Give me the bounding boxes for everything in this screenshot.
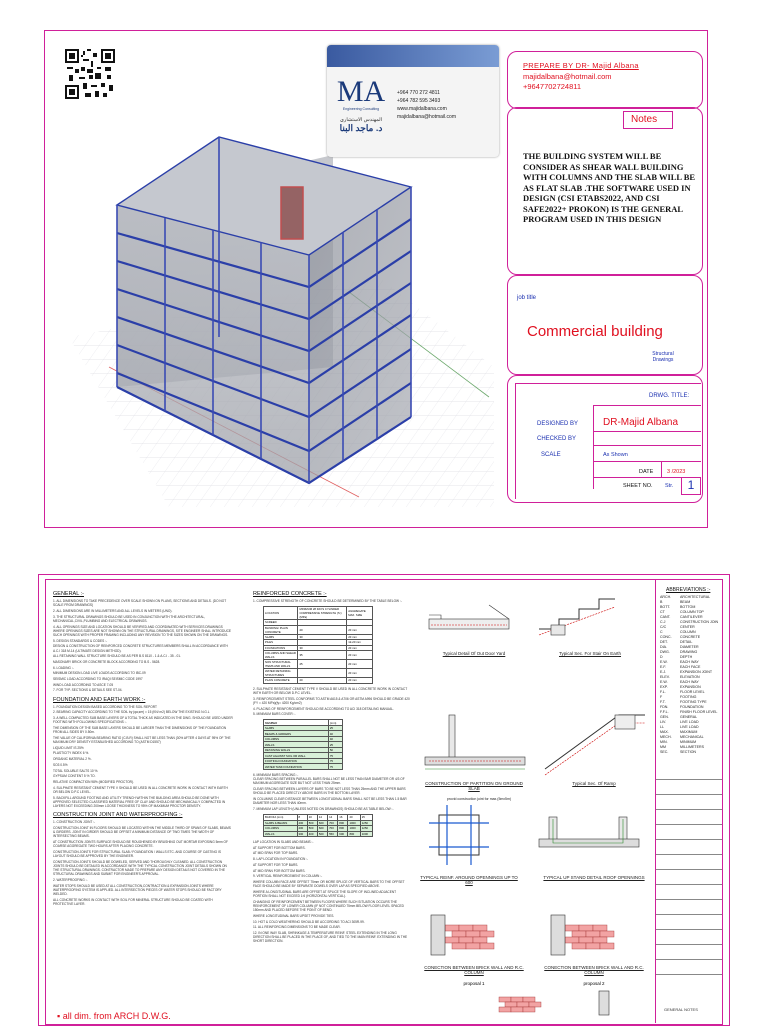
abbrev-key: MM (660, 745, 666, 749)
date-value: 3 /2023 (667, 469, 686, 475)
foundation-note-item: SO3 0.5% (53, 762, 68, 767)
table-cell: 800 (338, 820, 348, 826)
table-row (264, 764, 343, 770)
abbrev-value: FINISH FLOOR LEVEL (680, 710, 718, 714)
foundation-note-item: THE DIMENSION OF THE SUB BASE LAYERS SHOULD BE LARGER THAN THE DIMENSIONS OF THE FOUNDATION FROM ALL SIDES BY 0.50m. (53, 725, 227, 735)
table-cell: 40 (328, 736, 342, 742)
abbrev-key: F.L. (660, 690, 666, 694)
table-cell: 400 (307, 831, 317, 837)
general-title: GENERAL :- (53, 591, 84, 597)
lap-length-table (263, 814, 373, 837)
abbrev-value: MECHANICAL (680, 735, 704, 739)
table-cell: 25 (328, 725, 342, 731)
job-title: Commercial building (527, 323, 663, 340)
table-cell: 75 (328, 758, 342, 764)
abbrev-value: CANTILEVER (680, 615, 703, 619)
abbrev-key: E.W. (660, 660, 668, 664)
caption-openings: TYPICAL REINF. AROUND OPENNINGS UP TO 600 (420, 875, 518, 885)
lap-note-item: CHANGING OF REINFORCEMENT BETWEEN FLOORS WHERE SUCH SITUATION OCCURS THE REINFORCEMENT OF LOWER COLUMN (IF NOT CONTINUED 75mm BELOW FLOOR LEVEL SPACED 150mm AND PLACED BEFORE THE POINT OF BEND. (253, 899, 404, 913)
abbrev-key: ELEV. (660, 675, 670, 679)
notes-title: Notes (631, 114, 658, 125)
table-cell: 600 (338, 831, 348, 837)
table-cell: WALLS (264, 742, 329, 748)
table-cell: WATER TANK FOUNDATION (264, 764, 329, 770)
table-cell: 300 (297, 831, 307, 837)
table-cell: 1000 (348, 826, 360, 832)
abbrev-value: COLUMN TOP (680, 610, 704, 614)
spacing-title: 6. MINIMUM BARS SPACING :- (253, 772, 299, 777)
table-cell: SLABS & BEAMS (264, 820, 298, 826)
foundation-note-item: LIQUID LIMIT IS 25% (53, 745, 84, 750)
caption-up-stand: TYPICAL UP STAND DETAIL ROOF OPENNINGS (543, 875, 645, 880)
abbrev-row (660, 750, 720, 755)
abbrev-key: FDN. (660, 705, 669, 709)
table-row (264, 678, 373, 684)
abbrev-key: E.J. (660, 670, 667, 674)
abbrev-key: B (660, 600, 663, 604)
card-contacts (397, 89, 497, 121)
abbrev-value: MILLIMETERS (680, 745, 704, 749)
card-phone-2: +964 782 595 3493 (397, 98, 441, 104)
table-cell: 400 (297, 826, 307, 832)
table-cell: 20 (298, 625, 347, 634)
abbrev-key: ARCH. (660, 595, 672, 599)
scale-value: As Shown (603, 452, 628, 458)
spacing-note-item: CLEAR SPACING BETWEEN PARALLEL BARS SHALL NOT BE LESS THAN BAR DIAMETER OR 4/3 OF MAXIMUM AGGREGATE SIZE BUT NOT LESS THAN 25mm. (253, 777, 405, 786)
abbrev-key: MAX. (660, 730, 669, 734)
lap-note-item: AT SUPPORT FOR TOP BARS. (253, 862, 299, 867)
table-cell: FOOTING FOUNDATION (264, 758, 329, 764)
notes-text: THE BUILDING SYSTEM WILL BE CONSIDER AS SHEAR WALL BUILDING WITH COLUMNS AND THE SLAB WILL BE AS FLAT SLAB .THE SOFTWARE USED IN DESIGN (CSI ETABS2022, AND CSI SAFE2022+ PROKON) IS THE GENERAL PROGRAM USED IN THIS DESIGN (523, 151, 696, 224)
abbrev-key: E.F. (660, 665, 667, 669)
logo-letters: MA (336, 75, 386, 108)
title-block-text: GENERAL NOTES (664, 1007, 698, 1012)
table-cell: 1000 (360, 831, 372, 837)
checked-by-label: CHECKED BY (537, 436, 577, 442)
details-area (419, 585, 655, 1021)
table-header-cell: 20 (348, 815, 360, 821)
abbrev-key: E.W. (660, 680, 668, 684)
table-row (264, 660, 373, 669)
foundation-note-item: 5. BACKFILL AROUND FOOTING AND UTILITY TRENCH WITHIN THE BUILDING AREA SHOULD BE DONE WITH APPROVED SELECTED CLASSIFIED MATERIAL FREE OF CLAY AND SHOULD BE MECHANICALLY COMPACTED IN LAYERS NOT EXCEEDING 200mm LOOSE THICKNESS TO 95% OF MAXIMUM PROCTOR DENSITY. (53, 795, 226, 809)
foundation-note-item: 4. SULPHATE RESISTANT CEMENT TYPE V SHOULD BE USED IN ALL CONCRETE WORK IN CONTACT WITH EARTH OR BELOW D.P.C LEVEL. (53, 785, 228, 794)
scale-label: SCALE (541, 452, 561, 458)
abbrev-value: FOOTING TYPE (680, 700, 707, 704)
rc-note-item: 5. MINIMUM BARS COVER :- (253, 712, 296, 717)
foundation-note-item: PLASTICITY INDEX 6 %. (53, 751, 90, 756)
footer-note (57, 1011, 171, 1021)
table-cell: BLINDING/ PLAIN CONCRETE (264, 625, 298, 634)
foundation-note-item: 3. A WELL COMPACTED SUB BASE LAYERS OF A TOTAL THICK AS INDICATED IN THE DWG. SHOULD BE USED UNDER FOOTING WITH FOLLOWING SPECIFICATIONS :- (53, 716, 233, 725)
sheet-no: 1 (681, 477, 701, 495)
table-cell (298, 669, 347, 678)
table-cell: 20 mm (347, 669, 373, 678)
joint-title: CONSTRUCTION JOINT AND WATERPROOFING :- (53, 812, 183, 819)
table-cell: WATER RETAINING STRUCTURES (264, 669, 298, 678)
table-row (264, 669, 373, 678)
abbrev-key: CT (660, 610, 665, 614)
general-note-item: MINIMUM DESIGN LOAD LIVE LOADS ACCORDING TO IBC-09 (53, 671, 146, 676)
table-cell: SCREED (264, 620, 298, 626)
rc-intro: 1. COMPRESSIVE STRENGTH OF CONCRETE SHOULD BE DETERMINED BY THE TABLE BELOW :- (253, 599, 402, 603)
joint-note-item: ALL CONCRETE WORKS IN CONTACT WITH SOIL FOR MINERAL STRUCTURE SHOULD BE COATED WITH PROTECTIVE LAYER. (53, 897, 213, 907)
lap-note-item: WHERE COLUMN FACE ARE OFFSET 75mm OR MORE SPLICE OF VERTICAL BARS TO THE OFFSET FACE SHOULD BE MADE BY SEPARATE DOWELS OVER LAP AS SPECIFIED ABOVE. (253, 879, 405, 889)
table-cell: 500 (307, 826, 317, 832)
designed-by-label: DESIGNED BY (537, 421, 579, 427)
abbrev-value: ELEVATION (680, 675, 700, 679)
joint-note-item: CONSTRUCTION JOINTS SHOULD BE DOWELED, SERVED AND THOROUGHLY CLEANED. ALL CONSTRUCTION JOINTS SHOULD BE DETAILED IN ACCORDANCE WITH THE TYPICAL CONSTRUCTION JOINT DETAILS SHOWN ON THE STRUCTURAL DRAWINGS. CONTRACTOR MADE TO PREPARE ANY DESIGN DETAILS NOT COVERED IN THE STRUCTURAL DRAWINGS AND SUBMIT FOR ENGINEER'S APPROVAL. (53, 859, 227, 877)
general-note-item: SEISMIC LOAD ACCORDING TO IRAQI SEISMIC CODE 1997 (53, 677, 143, 682)
abbrev-value: EACH WAY (680, 660, 699, 664)
joint-list (53, 820, 233, 906)
lap-note-item: 9. VERTICAL REINFORCEMENT IN COLUMN :- (253, 874, 323, 879)
abbrev-value: DEPTH (680, 655, 693, 659)
abbrev-key: C/C (660, 625, 667, 629)
abbrev-value: MAXIMUM (680, 730, 698, 734)
general-note-item: 1. ALL DIMENSIONS TO TAKE PRECEDENCE OVER SCALE SHOWN ON PLANS, SECTIONS AND DETAILS. (DO NOT SCALE FROM DRAWINGS) (53, 599, 227, 608)
table-cell: 75 (328, 753, 342, 759)
table-cell: 35 (298, 651, 347, 660)
contact-email: majidalbana@hotmail.com (523, 72, 612, 81)
card-arabic-name: د. ماجد البنا (339, 123, 383, 133)
spacing-note-item: IN COLUMNS CLEAR DISTANCE BETWEEN LONGITUDINAL BARS SHALL NOT BE LESS THAN 1.5 BAR DIAMETER NOR LESS THAN 40mm. (253, 796, 407, 806)
abbrev-value: ARCHITECTURAL (680, 595, 711, 599)
abbrev-key: C (660, 630, 663, 634)
lap-note-item: AT MID SPAN FOR BOTTOM BARS. (253, 868, 306, 873)
table-cell: 1250 (360, 820, 372, 826)
table-row (264, 625, 373, 634)
rc-list (253, 687, 411, 717)
table-cell: 20 mm (347, 634, 373, 640)
table-cell: NON STRUCTURAL ITEMS AND WALLS (264, 660, 298, 669)
rc-note-item: 2. SULPHATE RESISTANT CEMENT TYPE V SHOULD BE USED IN ALL CONCRETE WORK IN CONTACT WITH EARTH OR BELOW D.P.C LEVEL. (253, 686, 408, 695)
abbrev-column (655, 579, 722, 1023)
drwg-title-label: DRWG. TITLE: (649, 393, 690, 399)
table-cell: 500 (307, 820, 317, 826)
abbrev-key: BOTT. (660, 605, 671, 609)
joint-note-item: AT CONSTRUCTION JOINTS SURFACE SHOULD BE ROUGHENED BY BRUSHING OUT MORTAR EXPOSING 5mm OF COARSE AGGREGATE TWO HOURS AFTER PLACING CONCRETE. (53, 840, 228, 849)
foundation-note-item: 2. BEARING CAPACITY ACCORDING TO THE SOIL by (qa,ser) = 15 (KN/ m2) BELOW THE EXISTING N.G.L (53, 710, 210, 715)
general-note-item: 2. ALL DIMENSIONS ARE IN MILLIMETERS AND ALL LEVELS IN METERS (UNO). (53, 608, 173, 613)
card-wave (327, 45, 499, 67)
abbrev-key: LL (660, 725, 664, 729)
table-cell: RETAINING WALLS (264, 747, 329, 753)
table-cell: PILES (264, 640, 298, 646)
lap-note-item: 8. LAP LOCATION IN FOUNDATION :- (253, 857, 309, 862)
table-cell: 30 (298, 645, 347, 651)
abbrev-key: MECH. (660, 735, 672, 739)
date-label: DATE (639, 469, 654, 475)
table-cell: 50 (328, 747, 342, 753)
table-header-cell: 10 (307, 815, 317, 821)
general-note-item: ALL RETAINING WALL STRUCTURE SHOULD BE AS PER B.S 8110 - 1 & A.C.I - 35 - 01. (53, 654, 181, 659)
table-cell: 550 (328, 831, 338, 837)
table-header-cell: 12 (317, 815, 327, 821)
abbrev-value: COLUMN (680, 630, 696, 634)
abbrev-value: FOOTING (680, 695, 697, 699)
abbrev-value: EACH WAY (680, 680, 699, 684)
joint-note-item: CONSTRUCTION JOINTS FOR STRUCTURAL SLAB / FOUNDATION / WALLS ETC. AND COURSE OF CASTING IS LAYOUT SHOULD BE APPROVED BY THE ENGINEER. (53, 849, 221, 859)
bar-cover-table (263, 719, 343, 770)
table-cell: 700 (328, 820, 338, 826)
table-row (264, 753, 343, 759)
table-cell: 20 (298, 678, 347, 684)
table-header-cell: LOCATION (264, 607, 298, 620)
table-cell: 800 (338, 826, 348, 832)
general-note-item: 6. LOADING :- (53, 665, 74, 670)
foundation-list (53, 705, 233, 809)
caption-ramp: Typical Sec. Of Ramp (572, 781, 616, 786)
abbrev-value: EACH FACE (680, 665, 701, 669)
table-cell: 40 (328, 731, 342, 737)
rc-note-item: 4. PLACING OF REINFORCEMENT SHOULD BE ACCORDING TO ACI 318 DETAILING MANUAL. (253, 706, 394, 711)
spacing-note-item: 7. MINIMUM LAP LENGTH (UNLESS NOTED ON DRAWINGS) SHOULD BE AS TABLE BELOW :- (253, 806, 394, 811)
table-cell: 1000 (348, 820, 360, 826)
foundation-note-item: THE VALUE OF CALIFORNIA BEARING RATIO (C.B.R) SHALL NOT BE LESS THAN (30% AFTER 4 DAYS AT 95% OF THE MAXIMUM DRY DENSITY ESTABLISHED ACCORDING TO (ASTM D1557) (53, 735, 231, 745)
lap-note-item: 10. HOT & COLD WEATHERING SHOULD BE ACCORDING TO ACI 305R-99. (253, 919, 365, 924)
sheet-str: Str. (665, 483, 674, 489)
abbrev-key: MIN. (660, 740, 668, 744)
proposal-2: proposal 2 (583, 981, 605, 986)
card-email: majidalbana@hotmail.com (397, 114, 456, 120)
abbrev-key: CONC. (660, 635, 672, 639)
cover-sheet (44, 30, 708, 528)
prepared-by: PREPARE BY DR- Majid Albana (523, 61, 639, 70)
table-header-row (264, 607, 373, 620)
rc-note-item: 3. REINFORCEMENT STEEL CONFORMS TO ASTM A615 & A706 OR ASTM A996 SHOULD BE GRADE 420 (FY = 420 MPa)(fy= 4200 Kg/cm2) (253, 696, 410, 705)
table-header-cell: 25 (360, 815, 372, 821)
sheet-no-label: SHEET NO. (623, 483, 653, 489)
general-note-item: 5. DESIGN STANDARDS & CODES :- (53, 638, 108, 643)
general-note-item: 7. FOR TYP. SECTIONS & DETAILS SEE ST-04. (53, 688, 123, 693)
abbrev-key: EXP. (660, 685, 668, 689)
abbrev-value: BOTTOM (680, 605, 696, 609)
joint-note-item: CONSTRUCTION JOINT IN FLOORS SHOULD BE LOCATED WITHIN THE MIDDLE THIRD OF SPANS OF SLABS, BEAMS & GIRDERS. JOINT IN GIRDER SHOULD BE OFFSET A MINIMUM DISTANCE OF TWO TIMES THE WIDTH OF INTERSECTING BEAMS. (53, 825, 231, 839)
card-web: www.majidalbana.com (397, 106, 447, 112)
business-card (327, 45, 499, 157)
joint-note-item: 2. WATERPROOFING :- (53, 878, 88, 883)
abbrev-key: C.J (660, 620, 666, 624)
abbrev-key: GEN. (660, 715, 669, 719)
foundation-note-item: GYPSUM CONTENT 5 % TO. (53, 774, 96, 779)
partition-note: provid construction joint for max.(5mx5m) (446, 797, 512, 801)
general-note-item: DESIGN & CONSTRUCTION OF REINFORCED CONCRETE STRUCTURES MEMBERS SHALL IN ACCORDANCE WITH A.C.I 318 M-14 (ULTIMATE DESIGN METHOD). (53, 644, 228, 653)
abbrev-key: LIV. (660, 720, 667, 724)
abbrev-key: F.T. (660, 700, 666, 704)
card-arabic-title: المهندس الاستشاري (340, 117, 382, 123)
abbrev-value: BEAM (680, 600, 691, 604)
qr-code (65, 49, 115, 99)
card-logo (333, 77, 389, 134)
contact-phone: +9647702724811 (523, 82, 582, 91)
abbrev-value: GENERAL (680, 715, 698, 719)
table-cell: BEAMS & GIRDERS (264, 731, 329, 737)
abbrev-key: SEC. (660, 750, 669, 754)
title-block-rows (656, 779, 722, 989)
abbrev-value: DRAWING (680, 650, 698, 654)
abbrev-list (660, 595, 720, 755)
logo-sub: Engineering Consulting (342, 107, 380, 111)
footer-bullet: ▪ (57, 1011, 63, 1021)
abbrev-value: CONCRETE (680, 635, 701, 639)
abbrev-value: FOUNDATION (680, 705, 704, 709)
spacing-list (253, 777, 411, 811)
general-list (53, 599, 233, 693)
lap-list (253, 840, 411, 944)
card-phone-1: +964 770 272 4811 (397, 90, 440, 96)
table-cell: 20 mm (347, 645, 373, 651)
abbrev-value: FLOOR LEVEL (680, 690, 705, 694)
lap-note-item: 12. IN ONE WAY SLAB, SHRINKAGE & TEMPERATURE REINF. STEEL EXTENDING IN THE LONG DIRECTION SHALL BE PLACED IN THE PLACE OF, AND TIED TO THE MAIN REINF. EXTENDING IN THE SHORT DIRECTION. (253, 931, 408, 944)
abbrev-key: F (660, 695, 663, 699)
abbrev-key: D (660, 655, 663, 659)
caption-out-door-yard: Typical Detail Of Out Door Yard (442, 651, 506, 656)
general-note-item: WIND LOAD ACCORDING TO ASCE 7-05 (53, 682, 114, 687)
lap-note-item: LAP LOCATION IN SLABS AND BEAMS :- (253, 840, 314, 845)
abbrev-key: CANT. (660, 615, 671, 619)
table-cell: WALLS (264, 831, 298, 837)
rc-title: REINFORCED CONCRETE :- (253, 591, 327, 597)
abbrev-value: EXPANSION JOINT (680, 670, 713, 674)
table-cell: COLUMNS (264, 826, 298, 832)
general-notes-sheet (38, 574, 730, 1026)
abbrev-value: LIVE LOAD (680, 725, 699, 729)
foundation-note-item: 1. FOUNDATION DESIGN BASED ACCORDING TO THE SOIL REPORT (53, 704, 157, 709)
joint-note-item: WATER STOPS SHOULD BE USED AT ALL CONSTRUCTION,CONTRACTION & EXPANSION JOINTS WHERE WATERPROOFING SYSTEM IS APPLIED. ALL INTERSECTION PIECES OF WATER STOPS SHOULD BE FACTORY WELDED. (53, 883, 222, 897)
table-header-cell: MEMBER (264, 720, 329, 726)
lap-note-item: WHERE LONGITUDINAL BARS UPSET PROVIDE TIES. (253, 913, 335, 918)
abbrev-key: DIA. (660, 645, 667, 649)
table-cell: 20 mm (347, 625, 373, 634)
elevator-core (281, 187, 303, 239)
general-section (53, 591, 233, 908)
job-sub: Structural Drawings (652, 351, 674, 363)
table-cell: CAST AGAINST SOIL OR WALL (264, 753, 329, 759)
table-header-cell: BAR DIA (mm) (264, 815, 298, 821)
general-note-item: 4. ALL OPENINGS SIZE AND LOCATION SHOULD BE VERIFIED AND COORDINATED WITH SERVICES DRAWINGS WHERE OPENINGS SIZES ARE NOT SHOWN ON THE STRUCTURAL DRAWINGS, SITE ENGINEER SHALL INTRODUCE SUCH OPENINGS WITH PROPER FRAMING INCLUDING ANY REVISION TO THE SIZES SHOWN ON THE DRAWINGS. (53, 624, 232, 637)
caption-stair-on-earth: Typical Sec. For Stair On Earth (558, 651, 622, 656)
lap-note-item: AT SUPPORT FOR BOTTOM BARS. (253, 845, 306, 850)
table-cell: 20 mm (347, 660, 373, 669)
table-header-cell: (mm) (328, 720, 342, 726)
abbrev-value: SECTION (680, 750, 696, 754)
table-header-cell: 16 (338, 815, 348, 821)
job-title-label: job title (517, 295, 537, 301)
rc-section (253, 591, 411, 945)
caption-brick-conn-1: CONECTION BETWEEN BRICK WALL AND R.C. COLUMN (424, 965, 524, 975)
foundation-note-item: ORGANIC MATERIAL 2 %. (53, 757, 92, 762)
table-cell: 75 (328, 764, 342, 770)
table-cell: COLUMNS AND SHEAR WALLS (264, 651, 298, 660)
abbrev-key: F.F.L. (660, 710, 669, 714)
table-cell: SLABS (264, 634, 298, 640)
abbrev-value: EXPANSION (680, 685, 701, 689)
abbrev-value: LIVE LOAD (680, 720, 699, 724)
caption-partition: CONSTRUCTION OF PARTITION ON GROUND SLAB (425, 781, 523, 791)
table-cell: 25 (328, 742, 342, 748)
abbrev-value: DETAIL (680, 640, 693, 644)
table-cell: 12-20 mm (347, 640, 373, 646)
table-row (264, 651, 373, 660)
table-header-cell: 14 (328, 815, 338, 821)
abbrev-title: ABBREVIATIONS :- (666, 587, 711, 593)
table-cell: 20 mm (347, 651, 373, 660)
table-cell: COLUMNS (264, 736, 329, 742)
spacing-note-item: CLEAR SPACING BETWEEN LAYERS OF BARS TO BE NOT LESS THAN 25mm AND THE UPPER BARS SHOULD BE PLACED DIRECTLY ABOVE BARS IN THE BOTTOM LAYER. (253, 787, 406, 796)
abbrev-key: DWG. (660, 650, 670, 654)
lap-note-item: AT MID SPAN FOR TOP BARS. (253, 851, 299, 856)
abbrev-value: DIAMETER (680, 645, 699, 649)
table-cell: 30 (298, 634, 347, 640)
foundation-title: FOUNDATION AND EARTH WORK :- (53, 696, 146, 703)
caption-brick-conn-2: CONECTION BETWEEN BRICK WALL AND R.C. COLUMN (544, 965, 644, 975)
table-cell: FOUNDATIONS (264, 645, 298, 651)
table-cell: PLAIN CONCRETE (264, 678, 298, 684)
table-cell: 20 mm (347, 678, 373, 684)
general-note-item: 3. THE STRUCTURAL DRAWINGS SHOULD BE USED IN CONJUNCTION WITH THE ARCHITECTURAL, MECHANICAL,CIVIL,PLUMBING AND ELECTRICAL DRAWINGS. (53, 614, 206, 623)
lap-note-item: 11. ALL REINFORCING DIMENSIONS TO BE MADE CLEAR. (253, 925, 341, 930)
table-cell: 500 (317, 831, 327, 837)
footer-note-text: all dim. from ARCH D.W.G. (62, 1011, 171, 1021)
designer-name: DR-Majid Albana (603, 417, 679, 428)
table-cell: SLABS (264, 725, 329, 731)
general-note-item: MASONARY BRICK OR CONCRETE BLOCK ACCORDING TO B.S - 5628. (53, 659, 161, 664)
qr-code-icon (65, 49, 115, 99)
table-cell: 25 (298, 660, 347, 669)
lap-note-item: WHERE A LONGITUDINAL BARS ARE OFFSET AT SPLICE THE SLOPE OF INCLINED ADJACENT PORTION SHALL NOT EXCEED 1:6 (HORIZONTAL:VERTICAL). (253, 889, 397, 899)
table-cell: 1250 (360, 826, 372, 832)
abbrev-key: DET. (660, 640, 668, 644)
table-cell: 800 (348, 831, 360, 837)
table-header-cell: 8 (297, 815, 307, 821)
table-cell: 600 (317, 820, 327, 826)
table-cell: 600 (317, 826, 327, 832)
foundation-note-item: RELATIVE COMPACTION 98% (MODIFIED PROCTOR). (53, 780, 134, 784)
table-row (264, 831, 373, 837)
concrete-strength-table (263, 606, 373, 684)
table-header-cell: AGGREGATE MAX. SIZE (347, 607, 373, 620)
foundation-note-item: TOTAL SOLUBLE SALTS 10 %. (53, 768, 99, 773)
table-cell: 700 (328, 826, 338, 832)
proposal-1: proposal 1 (463, 981, 485, 986)
abbrev-value: CONSTRUCTION JOIN (680, 620, 719, 624)
table-header-cell: MINIMUM 28 DAYS CYLINDER COMPRESSIVE STRENGTH (f'c) (MPa) (298, 607, 347, 620)
abbrev-value: CENTER (680, 625, 695, 629)
abbrev-value: MINIMUM (680, 740, 697, 744)
joint-note-item: 1. CONSTRUCTION JOINT :- (53, 820, 96, 825)
table-cell: 400 (297, 820, 307, 826)
